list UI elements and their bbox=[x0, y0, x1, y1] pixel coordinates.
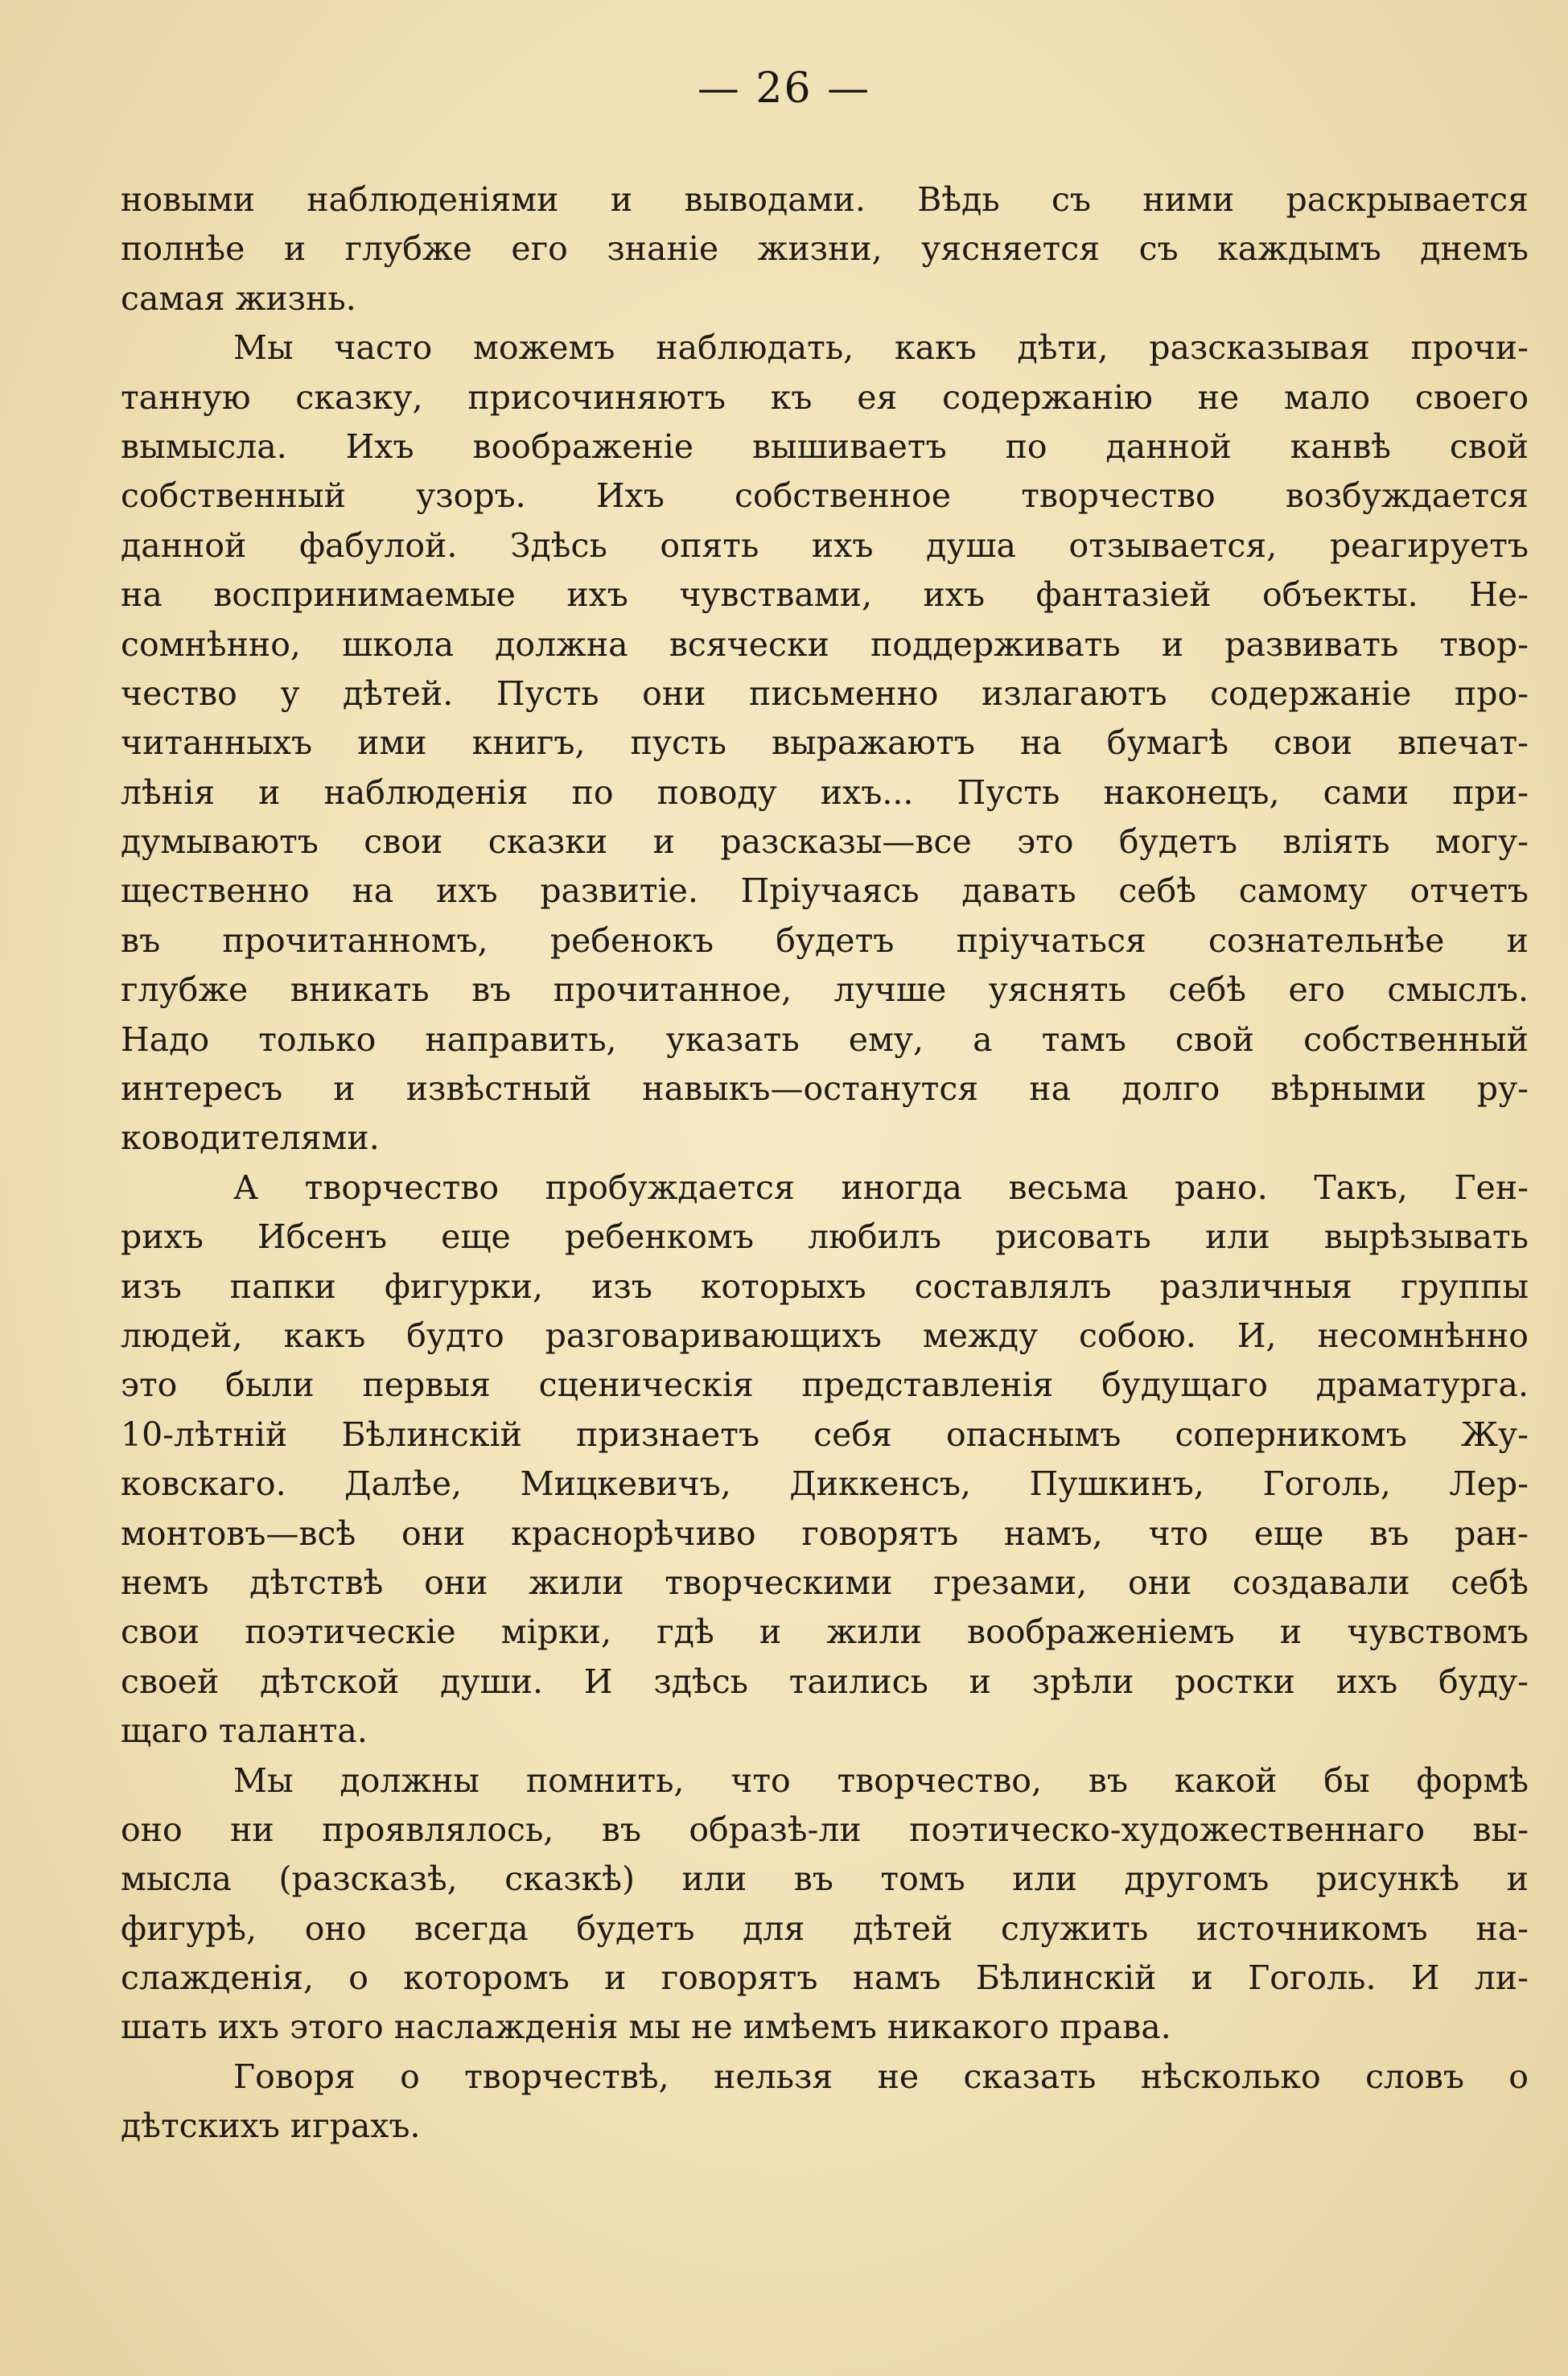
text-line: сомнѣнно, школа должна всячески поддерживать и развивать твор- bbox=[121, 624, 1529, 664]
text-line: полнѣе и глубже его знаніе жизни, уясняется съ каждымъ днемъ bbox=[121, 229, 1529, 269]
text-line: свои поэтическіе мірки, гдѣ и жили воображеніемъ и чувствомъ bbox=[121, 1612, 1529, 1652]
text-line: монтовъ—всѣ они краснорѣчиво говорятъ намъ, что еще въ ран- bbox=[121, 1513, 1529, 1553]
text-line: немъ дѣтствѣ они жили творческими грезами, они создавали себѣ bbox=[121, 1563, 1529, 1602]
text-line: вымысла. Ихъ воображеніе вышиваетъ по данной канвѣ свой bbox=[121, 426, 1529, 466]
text-line: своей дѣтской души. И здѣсь таились и зрѣли ростки ихъ буду- bbox=[121, 1662, 1529, 1701]
page-number: — 26 — bbox=[697, 64, 871, 113]
text-line: танную сказку, присочиняютъ къ ея содержанію не мало своего bbox=[121, 377, 1529, 417]
text-line: щаго таланта. bbox=[121, 1711, 368, 1751]
text-line: А творчество пробуждается иногда весьма рано. Такъ, Ген- bbox=[233, 1167, 1529, 1207]
text-line: людей, какъ будто разговаривающихъ между собою. И, несомнѣнно bbox=[121, 1316, 1529, 1355]
text-line: Говоря о творчествѣ, нельзя не сказать нѣсколько словъ о bbox=[233, 2057, 1529, 2096]
text-line: собственный узоръ. Ихъ собственное творчество возбуждается bbox=[121, 476, 1529, 516]
text-line: читанныхъ ими книгъ, пусть выражаютъ на бумагѣ свои впечат- bbox=[121, 723, 1529, 763]
text-line: изъ папки фигурки, изъ которыхъ составлялъ различныя группы bbox=[121, 1266, 1529, 1306]
text-line: интересъ и извѣстный навыкъ—останутся на долго вѣрными ру- bbox=[121, 1069, 1529, 1109]
text-line: оно ни проявлялось, въ образѣ-ли поэтическо-художественнаго вы- bbox=[121, 1810, 1529, 1849]
text-line: ководителями. bbox=[121, 1118, 380, 1158]
text-line: слажденія, о которомъ и говорятъ намъ Бѣлинскій и Гоголь. И ли- bbox=[121, 1958, 1529, 1998]
text-line: новыми наблюденіями и выводами. Вѣдь съ ними раскрывается bbox=[121, 180, 1529, 219]
text-line: 10-лѣтній Бѣлинскій признаетъ себя опаснымъ соперникомъ Жу- bbox=[121, 1414, 1529, 1454]
text-line: фигурѣ, оно всегда будетъ для дѣтей служить источникомъ на- bbox=[121, 1909, 1529, 1948]
text-line: на воспринимаемые ихъ чувствами, ихъ фантазіей объекты. Не- bbox=[121, 575, 1529, 615]
text-line: лѣнія и наблюденія по поводу ихъ... Пусть наконецъ, сами при- bbox=[121, 772, 1529, 812]
text-line: рихъ Ибсенъ еще ребенкомъ любилъ рисовать или вырѣзывать bbox=[121, 1217, 1529, 1257]
text-line: дѣтскихъ играхъ. bbox=[121, 2106, 421, 2146]
text-line: въ прочитанномъ, ребенокъ будетъ пріучаться сознательнѣе и bbox=[121, 920, 1529, 960]
text-line: Надо только направить, указать ему, а тамъ свой собственный bbox=[121, 1019, 1529, 1059]
body-text bbox=[121, 175, 1529, 2152]
text-line: глубже вникать въ прочитанное, лучше уяснять себѣ его смыслъ. bbox=[121, 970, 1529, 1010]
text-line: это были первыя сценическія представленія будущаго драматурга. bbox=[121, 1365, 1529, 1405]
text-line: щественно на ихъ развитіе. Пріучаясь давать себѣ самому отчетъ bbox=[121, 871, 1529, 911]
text-line: самая жизнь. bbox=[121, 278, 356, 318]
text-line: ковскаго. Далѣе, Мицкевичъ, Диккенсъ, Пушкинъ, Гоголь, Лер- bbox=[121, 1464, 1529, 1504]
text-line: Мы должны помнить, что творчество, въ какой бы формѣ bbox=[233, 1760, 1529, 1800]
text-line: Мы часто можемъ наблюдать, какъ дѣти, разсказывая прочи- bbox=[233, 328, 1529, 368]
text-line: чество у дѣтей. Пусть они письменно излагаютъ содержаніе про- bbox=[121, 673, 1529, 713]
text-line: думываютъ свои сказки и разсказы—все это будетъ вліять могу- bbox=[121, 822, 1529, 862]
text-line: мысла (разсказѣ, сказкѣ) или въ томъ или другомъ рисункѣ и bbox=[121, 1859, 1529, 1899]
text-line: данной фабулой. Здѣсь опять ихъ душа отзывается, реагируетъ bbox=[121, 525, 1529, 565]
text-line: шать ихъ этого наслажденія мы не имѣемъ никакого права. bbox=[121, 2007, 1171, 2047]
